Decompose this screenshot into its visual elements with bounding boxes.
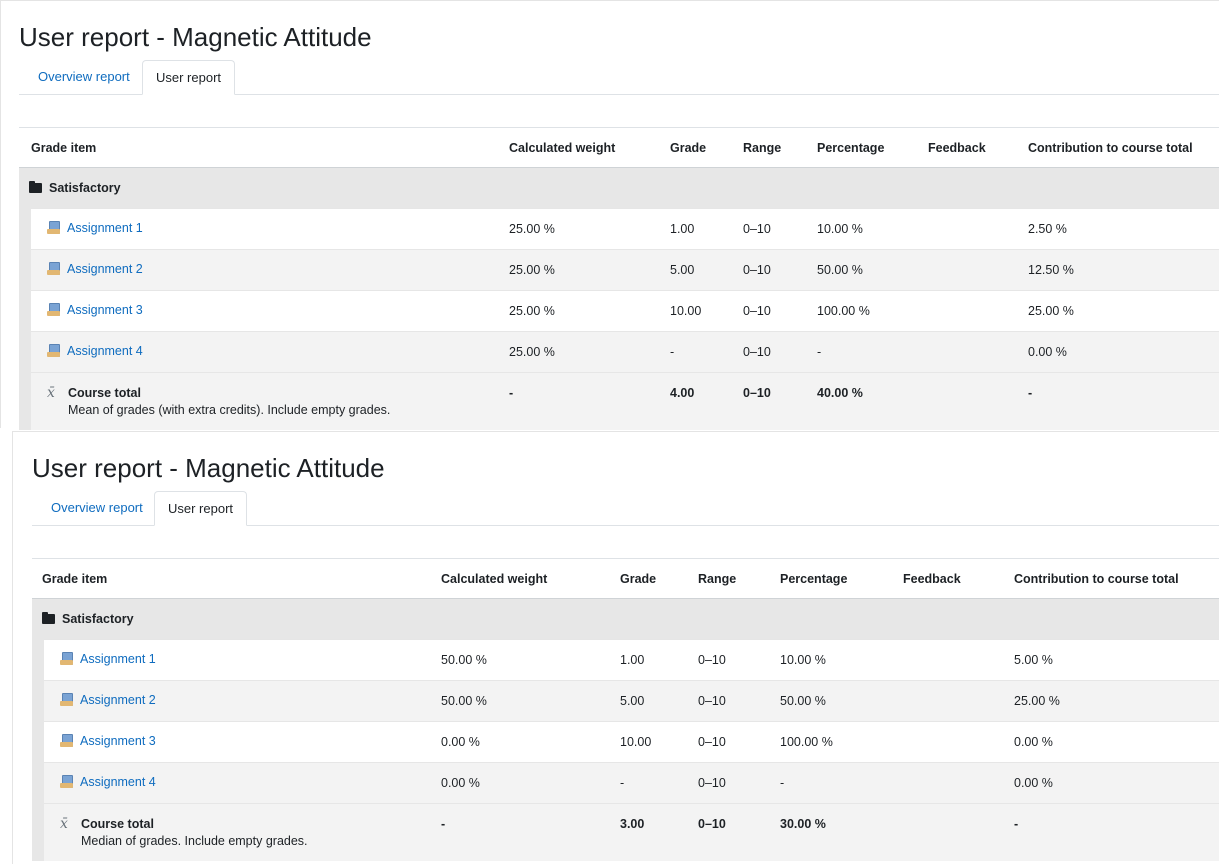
column-header-feedback[interactable]: Feedback [903,559,1014,599]
grade-cell: - [620,763,698,804]
category-label [19,181,121,195]
column-header-grade[interactable]: Grade [670,128,743,168]
tab-overview-report[interactable]: Overview report [51,500,143,515]
calculated-weight-cell: 50.00 % [441,681,620,722]
course-total-label: Course total [81,817,154,831]
report-tabs [19,60,1219,95]
grade-cell: 5.00 [670,250,743,291]
feedback-cell [903,681,1014,722]
table-row [19,332,1219,373]
total-grade-cell: 4.00 [670,373,743,431]
table-row [19,291,1219,332]
contribution-cell: 25.00 % [1028,291,1219,332]
table-row [19,250,1219,291]
assignment-icon [60,734,73,748]
grade-cell: 1.00 [670,209,743,250]
total-range-cell: 0–10 [698,804,780,862]
grades-table [19,127,1219,430]
assignment-name: Assignment 4 [80,774,156,789]
assignment-icon [47,262,60,276]
assignment-icon [60,693,73,707]
assignment-icon [60,775,73,789]
column-header-percentage[interactable]: Percentage [780,559,903,599]
total-feedback-cell [928,373,1028,431]
table-row [32,640,1219,681]
calculated-weight-cell: 50.00 % [441,640,620,681]
feedback-cell [928,332,1028,373]
percentage-cell: 10.00 % [780,640,903,681]
percentage-cell: 100.00 % [817,291,928,332]
assignment-name: Assignment 3 [80,733,156,748]
assignment-link[interactable] [31,221,143,235]
feedback-cell [928,250,1028,291]
total-grade-cell: 3.00 [620,804,698,862]
category-name: Satisfactory [49,180,121,195]
calculated-weight-cell: 25.00 % [509,332,670,373]
contribution-cell: 0.00 % [1028,332,1219,373]
table-row [32,681,1219,722]
course-total-label: Course total [68,386,141,400]
total-calculated-weight-cell: - [441,804,620,862]
calculated-weight-cell: 25.00 % [509,291,670,332]
feedback-cell [928,291,1028,332]
percentage-cell: - [817,332,928,373]
category-name: Satisfactory [62,611,134,626]
total-range-cell: 0–10 [743,373,817,431]
assignment-name: Assignment 1 [67,220,143,235]
column-header-grade[interactable]: Grade [620,559,698,599]
range-cell: 0–10 [698,640,780,681]
contribution-cell: 12.50 % [1028,250,1219,291]
grade-cell: - [670,332,743,373]
range-cell: 0–10 [698,763,780,804]
grade-cell: 1.00 [620,640,698,681]
assignment-name: Assignment 2 [80,692,156,707]
course-total-row [19,373,1219,431]
column-header-range[interactable]: Range [743,128,817,168]
column-header-calculated-weight[interactable]: Calculated weight [441,559,620,599]
column-header-percentage[interactable]: Percentage [817,128,928,168]
table-row [32,763,1219,804]
category-row [19,168,1219,209]
feedback-cell [903,640,1014,681]
range-cell: 0–10 [743,291,817,332]
grade-cell: 10.00 [620,722,698,763]
percentage-cell: 100.00 % [780,722,903,763]
percentage-cell: 50.00 % [780,681,903,722]
range-cell: 0–10 [743,209,817,250]
category-label [32,612,134,626]
column-header-feedback[interactable]: Feedback [928,128,1028,168]
mean-symbol-icon: x̄ [47,385,55,401]
contribution-cell: 5.00 % [1014,640,1219,681]
calculated-weight-cell: 0.00 % [441,722,620,763]
grade-cell: 5.00 [620,681,698,722]
assignment-link[interactable] [31,303,143,317]
assignment-link[interactable] [31,262,143,276]
column-header-range[interactable]: Range [698,559,780,599]
range-cell: 0–10 [698,722,780,763]
assignment-name: Assignment 2 [67,261,143,276]
total-feedback-cell [903,804,1014,862]
calculated-weight-cell: 25.00 % [509,250,670,291]
column-header-grade-item[interactable]: Grade item [32,559,441,599]
tab-overview-report[interactable]: Overview report [38,69,130,84]
folder-icon [42,614,55,624]
grade-cell: 10.00 [670,291,743,332]
assignment-link[interactable] [44,734,156,748]
total-percentage-cell: 30.00 % [780,804,903,862]
course-total-description: Median of grades. Include empty grades. [81,834,308,848]
percentage-cell: - [780,763,903,804]
page-title: User report - Magnetic Attitude [32,453,385,483]
feedback-cell [903,763,1014,804]
assignment-icon [60,652,73,666]
mean-symbol-icon: x̄ [60,816,68,832]
user-report-panel-median [12,431,1219,864]
total-percentage-cell: 40.00 % [817,373,928,431]
assignment-link[interactable] [44,693,156,707]
assignment-link[interactable] [44,775,156,789]
table-row [19,209,1219,250]
calculated-weight-cell: 0.00 % [441,763,620,804]
category-row [32,599,1219,640]
percentage-cell: 10.00 % [817,209,928,250]
assignment-link[interactable] [44,652,156,666]
page-title: User report - Magnetic Attitude [19,22,372,52]
tab-user-report[interactable]: User report [142,60,235,95]
assignment-name: Assignment 1 [80,651,156,666]
assignment-icon [47,303,60,317]
contribution-cell: 25.00 % [1014,681,1219,722]
feedback-cell [928,209,1028,250]
column-header-contribution[interactable]: Contribution to course total [1028,128,1219,168]
total-contribution-cell: - [1028,373,1219,431]
range-cell: 0–10 [743,250,817,291]
table-header-row [32,559,1219,599]
assignment-icon [47,221,60,235]
assignment-link[interactable] [31,344,143,358]
table-row [32,722,1219,763]
assignment-name: Assignment 3 [67,302,143,317]
user-report-panel-mean [0,0,1219,428]
range-cell: 0–10 [698,681,780,722]
feedback-cell [903,722,1014,763]
course-total-row [32,804,1219,862]
assignment-icon [47,344,60,358]
contribution-cell: 0.00 % [1014,722,1219,763]
calculated-weight-cell: 25.00 % [509,209,670,250]
column-header-contribution[interactable]: Contribution to course total [1014,559,1219,599]
total-calculated-weight-cell: - [509,373,670,431]
contribution-cell: 2.50 % [1028,209,1219,250]
course-total-description: Mean of grades (with extra credits). Include empty grades. [68,403,391,417]
contribution-cell: 0.00 % [1014,763,1219,804]
assignment-name: Assignment 4 [67,343,143,358]
folder-icon [29,183,42,193]
percentage-cell: 50.00 % [817,250,928,291]
column-header-calculated-weight[interactable]: Calculated weight [509,128,670,168]
report-tabs [32,491,1219,526]
table-header-row [19,128,1219,168]
tab-user-report[interactable]: User report [154,491,247,526]
grades-table [32,558,1219,861]
column-header-grade-item[interactable]: Grade item [19,128,509,168]
range-cell: 0–10 [743,332,817,373]
total-contribution-cell: - [1014,804,1219,862]
